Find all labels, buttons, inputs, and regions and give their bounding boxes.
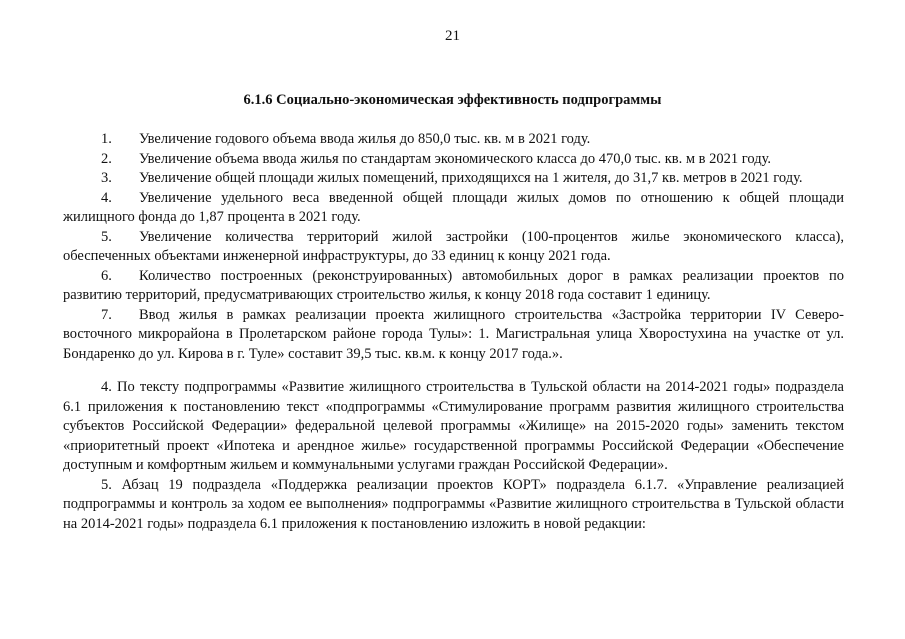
paragraph: 4. По тексту подпрограммы «Развитие жилищного строительства в Тульской области на 2014-2021 годы» подраздела 6.1 приложения к постановлению текст «подпрограммы «Стимулирование программ развития жилищного строительства субъектов Российской Федерации» федеральной целевой программы «Жилище» на 2015-2020 годы» заменить текстом «приоритетный проект «Ипотека и арендное жилье» государственной программы Российской Федерации «Обеспечение доступным и комфортным жильем и коммунальными услугами граждан Российской Федерации». bbox=[63, 379, 844, 473]
list-item bbox=[63, 150, 844, 170]
page-number: 21 bbox=[445, 28, 460, 44]
list-item-text: Увеличение годового объема ввода жилья до 850,0 тыс. кв. м в 2021 году. bbox=[139, 131, 591, 147]
list-item bbox=[63, 228, 844, 267]
amendment-paragraphs bbox=[63, 378, 844, 534]
effectiveness-list bbox=[63, 130, 844, 364]
list-item bbox=[63, 130, 844, 150]
list-item-number: 6. bbox=[101, 267, 112, 284]
list-item-text: Увеличение общей площади жилых помещений, приходящихся на 1 жителя, до 31,7 кв. метров в 2021 году. bbox=[139, 170, 803, 186]
list-item bbox=[63, 169, 844, 189]
list-item-number: 2. bbox=[101, 150, 112, 167]
list-item-number: 7. bbox=[101, 306, 112, 323]
list-item bbox=[63, 267, 844, 306]
section-heading: 6.1.6 Социально-экономическая эффективность подпрограммы bbox=[243, 92, 662, 108]
list-item-number: 5. bbox=[101, 228, 112, 245]
list-item bbox=[63, 189, 844, 228]
list-item-text: Ввод жилья в рамках реализации проекта жилищного строительства «Застройка территории IV Северо-восточного микрорайона в Пролетарском районе города Тулы»: 1. Магистральная улица Хворостухина на участке от ул. Бондаренко до ул. Кирова в г. Туле» составит 39,5 тыс. кв.м. к концу 2017 года.». bbox=[63, 306, 844, 362]
list-item-text: Увеличение объема ввода жилья по стандартам экономического класса до 470,0 тыс. кв. м в 2021 году. bbox=[139, 150, 772, 167]
list-item-text: Количество построенных (реконструированных) автомобильных дорог в рамках реализации проектов по развитию территорий, предусматривающих строительство жилья, к концу 2018 года составит 1 единицу. bbox=[63, 267, 844, 303]
paragraph: 5. Абзац 19 подраздела «Поддержка реализации проектов КОРТ» подраздела 6.1.7. «Управление реализацией подпрограммы и контроль за ходом ее выполнения» подпрограммы «Развитие жилищного строительства в Тульской области на 2014-2021 годы» подраздела 6.1 приложения к постановлению изложить в новой редакции: bbox=[63, 476, 844, 532]
list-item-text: Увеличение количества территорий жилой застройки (100-процентов жилье экономического класса), обеспеченных объектами инженерной инфраструктуры, до 33 единиц к концу 2021 года. bbox=[63, 228, 844, 264]
list-item-number: 4. bbox=[101, 189, 112, 206]
list-item-number: 3. bbox=[101, 170, 112, 186]
list-item-number: 1. bbox=[101, 131, 112, 147]
list-item-text: Увеличение удельного веса введенной общей площади жилых домов по отношению к общей площади жилищного фонда до 1,87 процента в 2021 году. bbox=[63, 189, 844, 225]
list-item bbox=[63, 306, 844, 365]
